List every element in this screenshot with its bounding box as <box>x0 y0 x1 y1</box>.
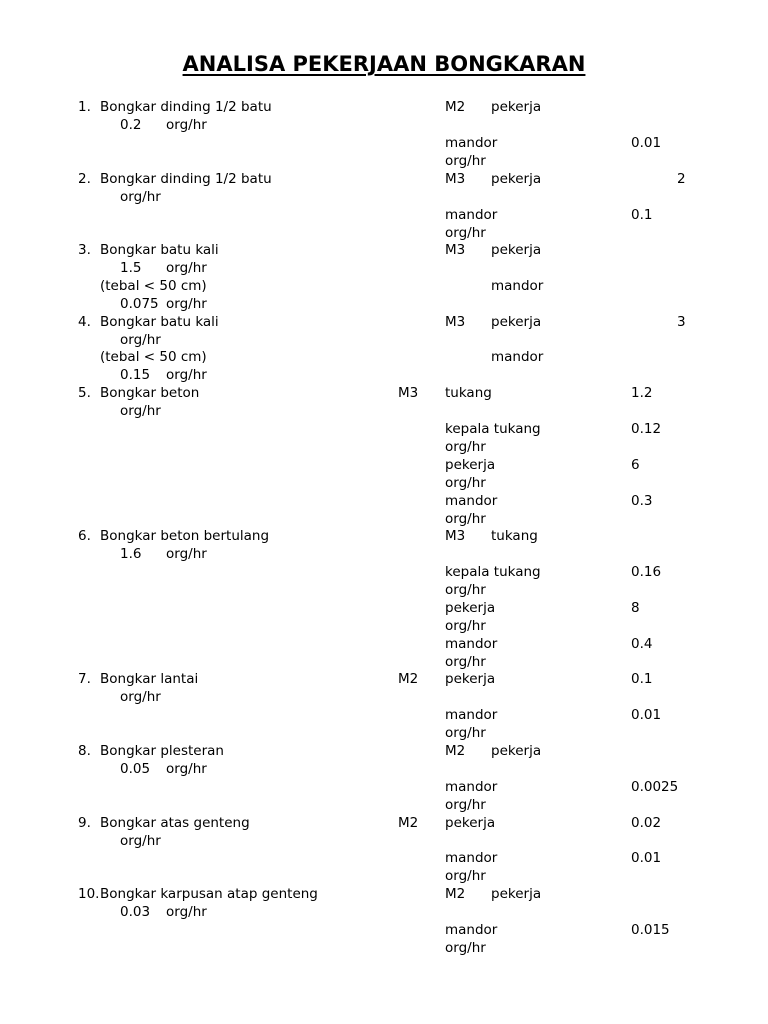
text-item: M2 <box>445 99 466 115</box>
text-item: pekerja <box>491 171 542 187</box>
text-item: 8 <box>631 600 640 616</box>
text-item: kepala tukang <box>445 564 541 580</box>
text-item: mandor <box>491 349 544 365</box>
text-item: org/hr <box>445 511 486 527</box>
page-title: ANALISA PEKERJAAN BONGKARAN <box>182 52 586 76</box>
text-item: (tebal < 50 cm) <box>100 349 207 365</box>
text-item: org/hr <box>166 367 207 383</box>
text-item: 7. <box>78 671 91 687</box>
text-item: org/hr <box>166 546 207 562</box>
text-item: 0.01 <box>631 850 662 866</box>
text-item: M3 <box>398 385 419 401</box>
text-item: M2 <box>398 815 419 831</box>
text-item: 0.05 <box>120 761 151 777</box>
text-item: 0.12 <box>631 421 662 437</box>
text-item: 1.5 <box>120 260 142 276</box>
text-item: pekerja <box>491 242 542 258</box>
text-item: pekerja <box>445 815 496 831</box>
text-item: pekerja <box>445 457 496 473</box>
text-item: M2 <box>398 671 419 687</box>
text-item: 10. <box>78 886 100 902</box>
text-item: 0.16 <box>631 564 662 580</box>
text-item: 3. <box>78 242 91 258</box>
text-item: 2 <box>677 171 686 187</box>
text-item: pekerja <box>491 743 542 759</box>
text-item: 0.15 <box>120 367 151 383</box>
text-item: org/hr <box>120 189 161 205</box>
text-item: 0.015 <box>631 922 670 938</box>
text-item: mandor <box>445 636 498 652</box>
text-item: org/hr <box>445 725 486 741</box>
text-item: Bongkar beton bertulang <box>100 528 270 544</box>
text-item: 0.1 <box>631 671 653 687</box>
text-item: Bongkar lantai <box>100 671 199 687</box>
text-item: 0.03 <box>120 904 151 920</box>
text-item: 1.6 <box>120 546 142 562</box>
text-item: M2 <box>445 886 466 902</box>
text-item: 2. <box>78 171 91 187</box>
text-item: org/hr <box>120 833 161 849</box>
text-item: Bongkar batu kali <box>100 314 219 330</box>
text-item: 1.2 <box>631 385 653 401</box>
text-item: 5. <box>78 385 91 401</box>
text-item: M3 <box>445 242 466 258</box>
text-item: org/hr <box>445 582 486 598</box>
text-item: 3 <box>677 314 686 330</box>
text-item: Bongkar plesteran <box>100 743 224 759</box>
text-item: org/hr <box>120 332 161 348</box>
text-item: 0.4 <box>631 636 653 652</box>
text-item: mandor <box>445 922 498 938</box>
text-item: M3 <box>445 314 466 330</box>
text-item: pekerja <box>445 671 496 687</box>
text-item: Bongkar karpusan atap genteng <box>100 886 318 902</box>
text-item: org/hr <box>445 153 486 169</box>
text-item: Bongkar batu kali <box>100 242 219 258</box>
text-item: mandor <box>445 707 498 723</box>
text-item: org/hr <box>166 904 207 920</box>
text-item: org/hr <box>445 439 486 455</box>
text-item: org/hr <box>120 689 161 705</box>
text-item: 9. <box>78 815 91 831</box>
text-item: pekerja <box>491 99 542 115</box>
text-item: 0.2 <box>120 117 142 133</box>
text-item: org/hr <box>166 761 207 777</box>
text-item: Bongkar dinding 1/2 batu <box>100 99 272 115</box>
text-item: pekerja <box>445 600 496 616</box>
text-item: org/hr <box>445 654 486 670</box>
text-item: 0.075 <box>120 296 159 312</box>
text-item: mandor <box>491 278 544 294</box>
text-item: 0.1 <box>631 207 653 223</box>
text-item: org/hr <box>445 475 486 491</box>
text-item: org/hr <box>445 940 486 956</box>
text-item: Bongkar beton <box>100 385 200 401</box>
text-item: 4. <box>78 314 91 330</box>
text-item: (tebal < 50 cm) <box>100 278 207 294</box>
text-item: org/hr <box>166 117 207 133</box>
text-item: tukang <box>445 385 492 401</box>
text-item: 6. <box>78 528 91 544</box>
text-item: org/hr <box>445 618 486 634</box>
text-item: mandor <box>445 207 498 223</box>
text-item: 0.01 <box>631 707 662 723</box>
text-item: org/hr <box>445 797 486 813</box>
text-item: pekerja <box>491 314 542 330</box>
text-item: 0.0025 <box>631 779 679 795</box>
text-item: 0.02 <box>631 815 662 831</box>
text-item: 6 <box>631 457 640 473</box>
text-item: mandor <box>445 493 498 509</box>
text-item: org/hr <box>445 225 486 241</box>
text-item: pekerja <box>491 886 542 902</box>
text-item: mandor <box>445 850 498 866</box>
text-item: 1. <box>78 99 91 115</box>
text-item: org/hr <box>166 260 207 276</box>
text-item: mandor <box>445 779 498 795</box>
text-item: 0.3 <box>631 493 653 509</box>
text-item: kepala tukang <box>445 421 541 437</box>
text-item: M2 <box>445 743 466 759</box>
text-item: M3 <box>445 171 466 187</box>
text-item: tukang <box>491 528 538 544</box>
text-item: mandor <box>445 135 498 151</box>
text-item: org/hr <box>166 296 207 312</box>
text-item: Bongkar dinding 1/2 batu <box>100 171 272 187</box>
text-item: M3 <box>445 528 466 544</box>
text-item: 0.01 <box>631 135 662 151</box>
text-item: org/hr <box>120 403 161 419</box>
text-item: org/hr <box>445 868 486 884</box>
text-item: 8. <box>78 743 91 759</box>
text-item: Bongkar atas genteng <box>100 815 250 831</box>
